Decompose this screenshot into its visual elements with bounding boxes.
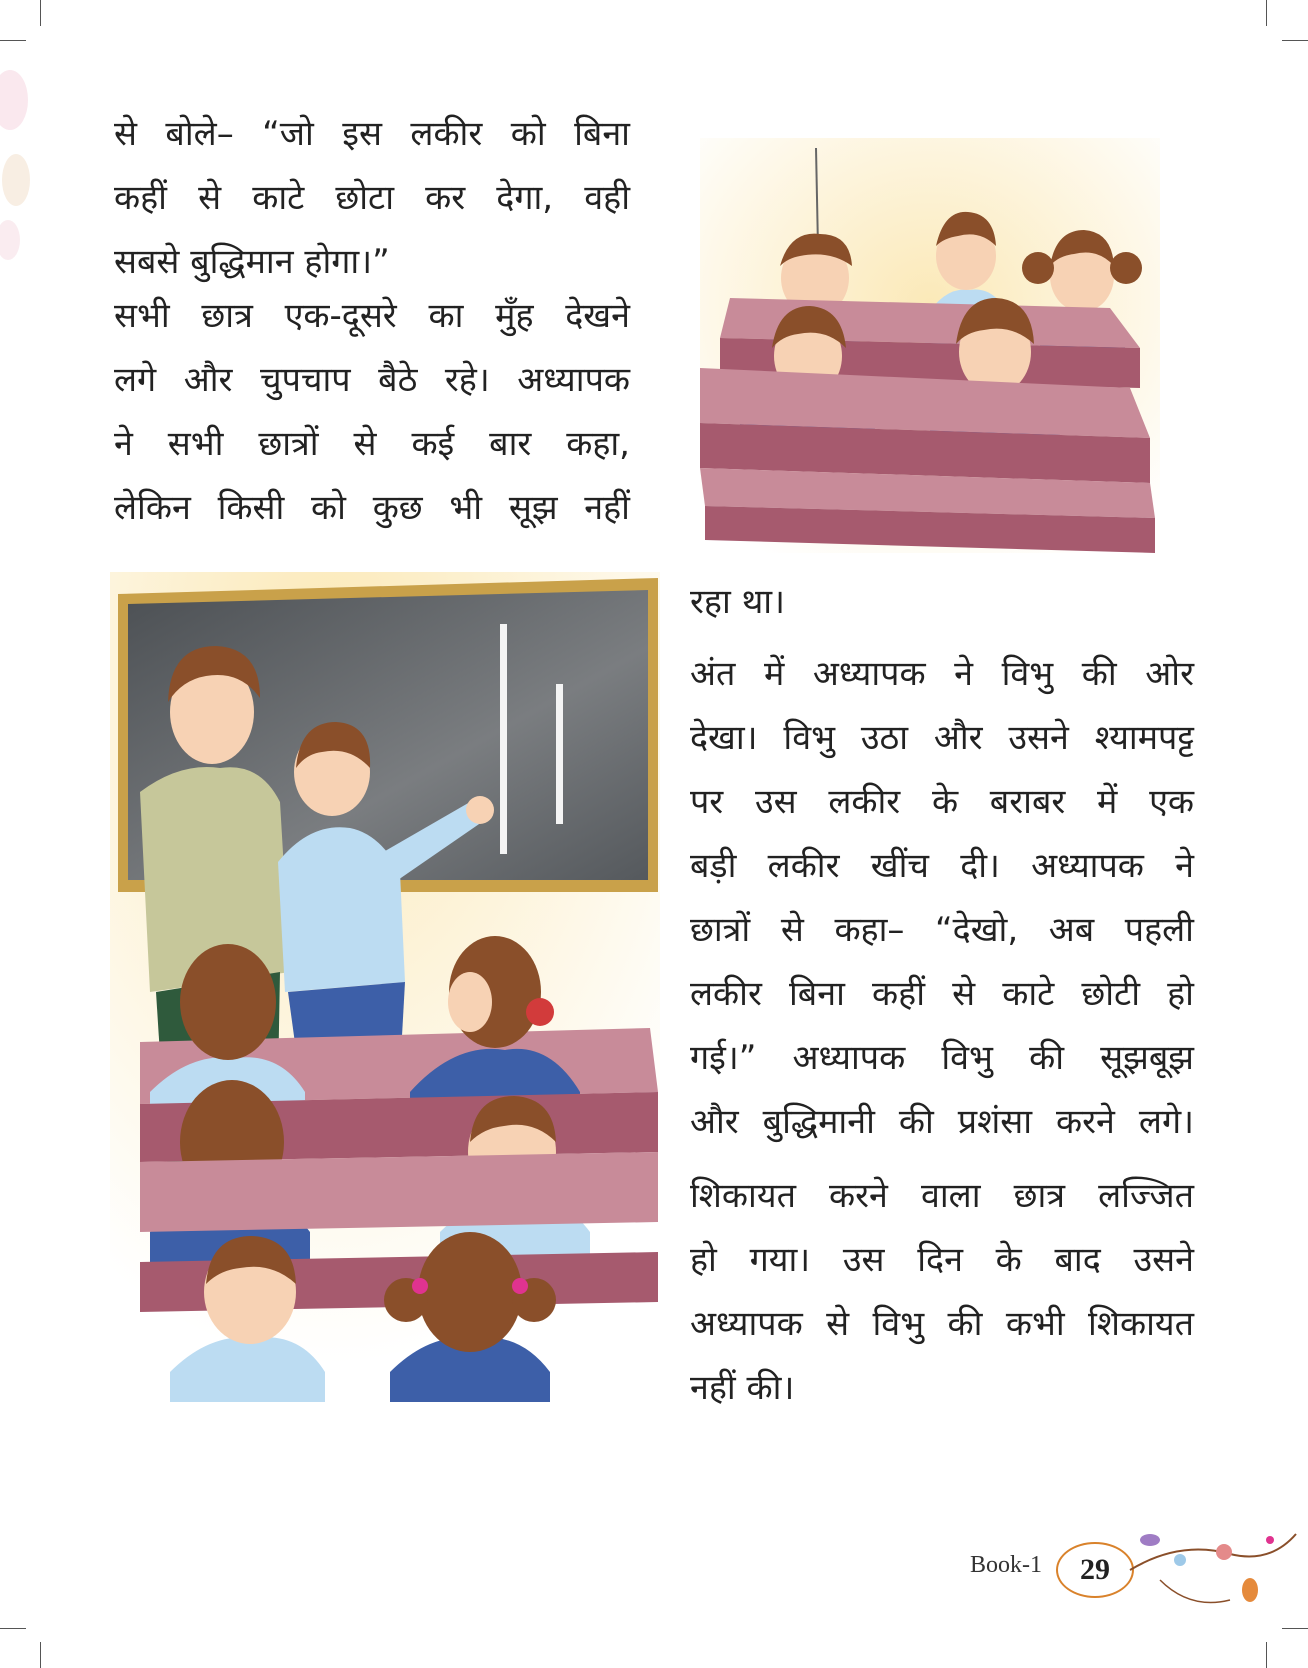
story-paragraph-2 (114, 284, 630, 540)
floral-flourish-decoration (1120, 1520, 1300, 1630)
book-label: Book-1 (970, 1552, 1042, 1578)
text-line: शिकायत करने वाला छात्र लज्जित (690, 1176, 1194, 1216)
text-line: लगे और चुपचाप बैठे रहे। अध्यापक (114, 360, 630, 400)
text-line: लेकिन किसी को कुछ भी सूझ नहीं (114, 488, 630, 528)
story-paragraph-1 (114, 102, 630, 294)
crop-mark (1282, 40, 1308, 41)
text-line: ने सभी छात्रों से कई बार कहा, (114, 424, 630, 464)
classroom-students-illustration (700, 138, 1160, 553)
story-paragraph-4 (690, 642, 1194, 1154)
text-line: से बोले– “जो इस लकीर को बिना (114, 114, 630, 154)
text-line: सबसे बुद्धिमान होगा।” (114, 242, 390, 282)
text-line: पर उस लकीर के बराबर में एक (690, 782, 1194, 822)
story-paragraph-5 (690, 1164, 1194, 1420)
text-line: रहा था। (690, 582, 785, 622)
text-line: अंत में अध्यापक ने विभु की ओर (690, 654, 1194, 694)
crop-mark (1266, 0, 1267, 26)
crop-mark (0, 1628, 26, 1629)
floral-wash-decoration (0, 40, 40, 280)
text-line: अध्यापक से विभु की कभी शिकायत (690, 1304, 1194, 1344)
text-line: लकीर बिना कहीं से काटे छोटी हो (690, 974, 1194, 1014)
text-line: हो गया। उस दिन के बाद उसने (690, 1240, 1194, 1280)
text-line: नहीं की। (690, 1368, 795, 1408)
text-line: और बुद्धिमानी की प्रशंसा करने लगे। (690, 1102, 1194, 1142)
crop-mark (1266, 1642, 1267, 1668)
crop-mark (40, 0, 41, 26)
text-line: बड़ी लकीर खींच दी। अध्यापक ने (690, 846, 1194, 886)
crop-mark (40, 1642, 41, 1668)
story-paragraph-3 (690, 570, 1190, 634)
page-number-text: 29 (1080, 1553, 1110, 1586)
text-line: गई।” अध्यापक विभु की सूझबूझ (690, 1038, 1194, 1078)
text-line: कहीं से काटे छोटा कर देगा, वही (114, 178, 630, 218)
text-line: छात्रों से कहा– “देखो, अब पहली (690, 910, 1194, 950)
text-line: सभी छात्र एक-दूसरे का मुँह देखने (114, 296, 630, 336)
text-line: देखा। विभु उठा और उसने श्यामपट्ट (690, 718, 1194, 758)
blackboard-scene-illustration (110, 572, 660, 1452)
